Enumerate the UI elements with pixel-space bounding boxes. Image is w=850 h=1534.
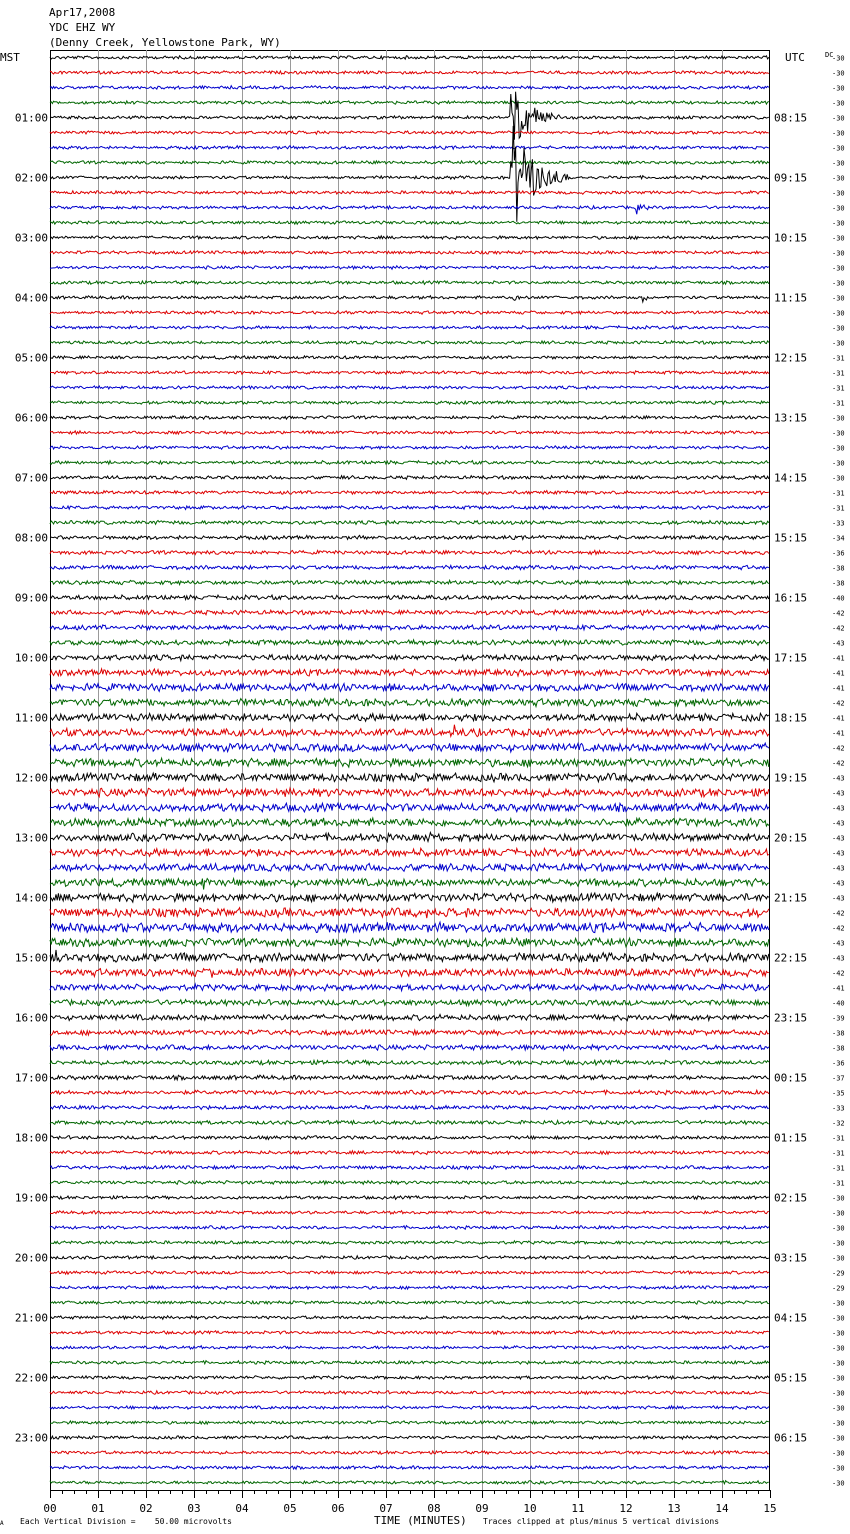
mst-hour-label: 20:00 [14,1251,48,1265]
trace-row [50,326,769,329]
clip-note: Traces clipped at plus/minus 5 vertical divisions [483,1517,720,1526]
x-tick-label: 03 [187,1502,201,1515]
dc-offset-label: -42 [832,744,845,753]
trace-row [50,1181,769,1185]
mst-hour-label: 02:00 [14,171,48,185]
dc-offset-label: -38 [832,1029,845,1038]
dc-offset-label: -30 [832,69,845,78]
trace-row [50,236,769,239]
dc-offset-label: -38 [832,579,845,588]
dc-offset-label: -43 [832,939,845,948]
dc-offset-label: -32 [832,1119,845,1128]
mst-hour-label: 07:00 [14,471,48,485]
trace-row [50,146,769,150]
mst-hour-label: 18:00 [14,1131,48,1145]
trace-row [50,71,769,75]
trace-row [50,476,769,480]
utc-hour-label: 13:15 [774,411,808,425]
dc-offset-label: -41 [832,729,845,738]
trace-row [50,610,769,615]
trace-row [50,446,769,449]
dc-offset-label: -30 [832,249,845,258]
dc-offset-label: -30 [832,309,845,318]
mst-hour-label: 12:00 [14,771,48,785]
dc-offset-label: -43 [832,774,845,783]
dc-offset-label: -30 [832,324,845,333]
dc-offset-label: -35 [832,1089,845,1098]
trace-row [50,1136,769,1140]
dc-offset-label: -30 [832,114,845,123]
mst-hour-label: 10:00 [14,651,48,665]
trace-row [50,1481,769,1484]
dc-offset-label: -30 [832,444,845,453]
chart-header [0,6,833,64]
trace-row [50,878,769,889]
dc-offset-label: -42 [832,969,845,978]
dc-offset-label: -30 [832,294,845,303]
utc-hour-label: 21:15 [774,891,808,905]
trace-row [50,669,769,676]
dc-offset-label: -30 [832,84,845,93]
trace-row [50,205,769,214]
dc-offset-label: -43 [832,954,845,963]
dc-offset-label: -30 [832,279,845,288]
trace-row [50,1015,769,1021]
utc-hour-label: 19:15 [774,771,808,785]
mst-hour-label: 05:00 [14,351,48,365]
utc-hour-label: 03:15 [774,1251,808,1265]
trace-row [50,833,769,842]
utc-hour-label: 10:15 [774,231,808,245]
dc-offset-label: -30 [832,1374,845,1383]
utc-hour-labels [774,112,807,1445]
dc-offset-label: -43 [832,894,845,903]
trace-row [50,506,769,510]
utc-hour-label: 00:15 [774,1071,808,1085]
trace-row [50,1421,769,1424]
dc-offset-label: -30 [832,129,845,138]
utc-hour-label: 16:15 [774,591,808,605]
dc-offset-label: -40 [832,594,845,603]
dc-offset-label: -29 [832,1284,845,1293]
utc-hour-label: 14:15 [774,471,808,485]
dc-offset-label: -43 [832,789,845,798]
trace-row [50,266,769,269]
dc-offset-label: -30 [832,474,845,483]
chart-footer [0,1514,719,1527]
dc-offset-label: -41 [832,669,845,678]
trace-row [50,1361,769,1365]
trace-row [50,131,769,134]
trace-row [50,908,769,918]
x-tick-label: 15 [763,1502,777,1515]
trace-row [50,521,769,525]
x-tick-label: 04 [235,1502,249,1515]
utc-hour-label: 20:15 [774,831,808,845]
trace-row [50,698,769,706]
trace-row [50,341,769,344]
trace-row [50,1346,769,1349]
trace-row [50,1106,769,1110]
trace-row [50,984,769,991]
dc-offset-label: -30 [832,414,845,423]
dc-offset-label: -37 [832,1074,845,1083]
x-tick-label: 07 [379,1502,393,1515]
dc-offset-label: -40 [832,999,845,1008]
trace-row [50,595,769,600]
dc-offset-label: -30 [832,1224,845,1233]
dc-offset-label: -30 [832,1194,845,1203]
trace-row [50,550,769,554]
mst-hour-label: 13:00 [14,831,48,845]
utc-hour-label: 12:15 [774,351,808,365]
utc-hour-label: 18:15 [774,711,808,725]
trace-row [50,773,769,782]
utc-hour-label: 11:15 [774,291,808,305]
mst-hour-label: 06:00 [14,411,48,425]
mst-hour-label: 17:00 [14,1071,48,1085]
dc-offset-label: -30 [832,339,845,348]
trace-row [50,1196,769,1200]
trace-row [50,743,769,752]
dc-offset-label: -30 [832,1239,845,1248]
trace-row [50,580,769,584]
trace-row [50,625,769,631]
trace-row [50,655,769,661]
dc-offset-label: -31 [832,1134,845,1143]
utc-hour-label: 04:15 [774,1311,808,1325]
trace-row [50,386,769,389]
trace-row [50,893,769,902]
trace-row [50,1451,769,1455]
trace-row [50,1045,769,1050]
dc-offset-label: -38 [832,1044,845,1053]
trace-row [50,281,769,285]
trace-row [50,311,769,314]
dc-offset-label: -29 [832,1269,845,1278]
dc-offset-label: -43 [832,804,845,813]
trace-row [50,713,769,721]
dc-offset-label: -43 [832,849,845,858]
dc-offset-label: -30 [832,1419,845,1428]
corner-mark: A [0,1520,4,1527]
trace-row [50,788,769,797]
trace-row [50,1466,769,1470]
chart-station: YDC EHZ WY [49,21,116,34]
dc-offset-label: -30 [832,1314,845,1323]
dc-offset-label: -30 [832,99,845,108]
dc-offset-label: -33 [832,1104,845,1113]
trace-row [50,922,769,932]
mst-hour-label: 11:00 [14,711,48,725]
seismic-traces [50,56,769,1484]
mst-hour-label: 09:00 [14,591,48,605]
dc-offset-label: -30 [832,174,845,183]
dc-offset-label: -30 [832,1404,845,1413]
dc-offset-label: -30 [832,1449,845,1458]
trace-row [50,371,769,375]
trace-row [50,1316,769,1319]
x-tick-label: 11 [571,1502,585,1515]
dc-offset-label: -34 [832,534,845,543]
mst-hour-label: 23:00 [14,1431,48,1445]
x-tick-label: 13 [667,1502,681,1515]
mst-hour-label: 15:00 [14,951,48,965]
trace-row [50,803,769,812]
dc-offset-label: -30 [832,1434,845,1443]
dc-offset-label: -39 [832,1014,845,1023]
x-tick-label: 12 [619,1502,633,1515]
dc-offset-label: -30 [832,159,845,168]
utc-hour-label: 17:15 [774,651,808,665]
dc-offset-label: -30 [832,1344,845,1353]
dc-offset-label: -36 [832,1059,845,1068]
trace-row [50,1271,769,1274]
mst-hour-label: 16:00 [14,1011,48,1025]
dc-offset-label: -30 [832,1464,845,1473]
dc-offset-label: -31 [832,1179,845,1188]
x-tick-label: 10 [523,1502,537,1515]
dc-offset-label: -31 [832,354,845,363]
dc-offset-label: -41 [832,684,845,693]
trace-row [50,1075,769,1080]
mst-hour-label: 04:00 [14,291,48,305]
trace-row [50,56,769,59]
utc-hour-label: 23:15 [774,1011,808,1025]
dc-offset-label: -31 [832,399,845,408]
utc-hour-label: 05:15 [774,1371,808,1385]
dc-offset-label: -31 [832,384,845,393]
x-tick-label: 08 [427,1502,441,1515]
dc-offset-label: -30 [832,1389,845,1398]
x-tick-label: 05 [283,1502,297,1515]
mst-hour-label: 01:00 [14,111,48,125]
trace-row [50,296,769,302]
trace-row [50,968,769,977]
trace-row [50,431,769,434]
dc-offset-label: -30 [832,1209,845,1218]
utc-hour-label: 06:15 [774,1431,808,1445]
trace-row [50,1000,769,1006]
trace-row [50,1060,769,1065]
dc-offset-label: -30 [832,429,845,438]
dc-offset-label: -38 [832,564,845,573]
dc-offset-label: -31 [832,504,845,513]
mst-hour-label: 03:00 [14,231,48,245]
trace-row [50,640,769,645]
trace-row [50,1166,769,1170]
dc-offset-label: -41 [832,714,845,723]
utc-hour-label: 22:15 [774,951,808,965]
minute-gridlines [99,50,723,1490]
trace-row [50,461,769,465]
trace-row [50,1226,769,1230]
trace-row [50,1391,769,1394]
dc-offset-label: -30 [832,144,845,153]
trace-row [50,1331,769,1335]
trace-row [50,86,769,90]
dc-offset-label: -30 [832,1329,845,1338]
dc-offset-label: -42 [832,924,845,933]
scale-note: Each Vertical Division = 50.00 microvolts [20,1517,232,1526]
trace-row [50,683,769,691]
dc-offset-label: -30 [832,234,845,243]
mst-hour-label: 19:00 [14,1191,48,1205]
dc-offset-label: -33 [832,519,845,528]
dc-offset-label: -31 [832,489,845,498]
mst-hour-label: 21:00 [14,1311,48,1325]
dc-offset-label: -30 [832,219,845,228]
mst-hour-label: 08:00 [14,531,48,545]
trace-row [50,356,769,359]
trace-row [50,1241,769,1244]
dc-offset-label: -30 [832,1254,845,1263]
mst-hour-labels [15,112,48,1445]
trace-row [50,1301,769,1304]
trace-row [50,191,769,194]
dc-offset-label: -42 [832,624,845,633]
dc-offset-label: -30 [832,54,845,63]
dc-offset-label: -42 [832,759,845,768]
utc-hour-label: 15:15 [774,531,808,545]
trace-row [50,1211,769,1214]
trace-row [50,1436,769,1439]
dc-offset-label: -30 [832,459,845,468]
x-tick-label: 09 [475,1502,489,1515]
dc-offset-label: -30 [832,189,845,198]
trace-row [50,1090,769,1095]
dc-offset-labels [832,55,845,1488]
x-tick-label: 02 [139,1502,153,1515]
utc-hour-label: 09:15 [774,171,808,185]
dc-offset-label: -41 [832,654,845,663]
trace-row [50,565,769,569]
trace-row [50,1030,769,1036]
trace-row [50,161,769,164]
trace-row [50,1151,769,1155]
dc-offset-label: -41 [832,984,845,993]
dc-offset-label: -43 [832,834,845,843]
trace-row [50,251,769,254]
chart-date: Apr17,2008 [49,6,116,19]
trace-row [50,221,769,224]
dc-label: DC [825,51,834,59]
dc-offset-label: -30 [832,204,845,213]
trace-row [50,1256,769,1259]
trace-row [50,725,769,737]
mst-hour-label: 22:00 [14,1371,48,1385]
dc-offset-label: -31 [832,1149,845,1158]
trace-row [50,950,769,962]
dc-offset-label: -36 [832,549,845,558]
chart-location: (Denny Creek, Yellowstone Park, WY) [49,36,281,49]
dc-offset-label: -43 [832,639,845,648]
dc-offset-label: -42 [832,699,845,708]
x-tick-label: 00 [43,1502,57,1515]
utc-label: UTC [785,51,805,64]
trace-row [50,401,769,405]
trace-row [50,1376,769,1379]
dc-offset-label: -43 [832,864,845,873]
x-axis-title: TIME (MINUTES) [374,1514,467,1527]
trace-row [50,101,769,104]
dc-offset-label: -31 [832,369,845,378]
x-tick-label: 01 [91,1502,105,1515]
trace-row [50,758,769,767]
x-axis [43,1490,776,1515]
trace-row [50,416,769,419]
utc-hour-label: 01:15 [774,1131,808,1145]
trace-row [50,491,769,495]
utc-hour-label: 02:15 [774,1191,808,1205]
trace-row [50,1121,769,1125]
dc-offset-label: -42 [832,609,845,618]
trace-row [50,848,769,856]
dc-offset-label: -30 [832,264,845,273]
trace-row [50,1286,769,1290]
utc-hour-label: 08:15 [774,111,808,125]
mst-label: MST [0,51,20,64]
mst-hour-label: 14:00 [14,891,48,905]
dc-offset-label: -30 [832,1359,845,1368]
dc-offset-label: -43 [832,879,845,888]
dc-offset-label: -30 [832,1299,845,1308]
trace-row [50,1406,769,1409]
dc-offset-label: -42 [832,909,845,918]
trace-row [50,535,769,539]
trace-row [50,863,769,871]
x-tick-label: 14 [715,1502,729,1515]
trace-row [50,818,769,827]
dc-offset-label: -30 [832,1479,845,1488]
dc-offset-label: -31 [832,1164,845,1173]
x-tick-label: 06 [331,1502,345,1515]
dc-offset-label: -43 [832,819,845,828]
trace-row [50,938,769,947]
